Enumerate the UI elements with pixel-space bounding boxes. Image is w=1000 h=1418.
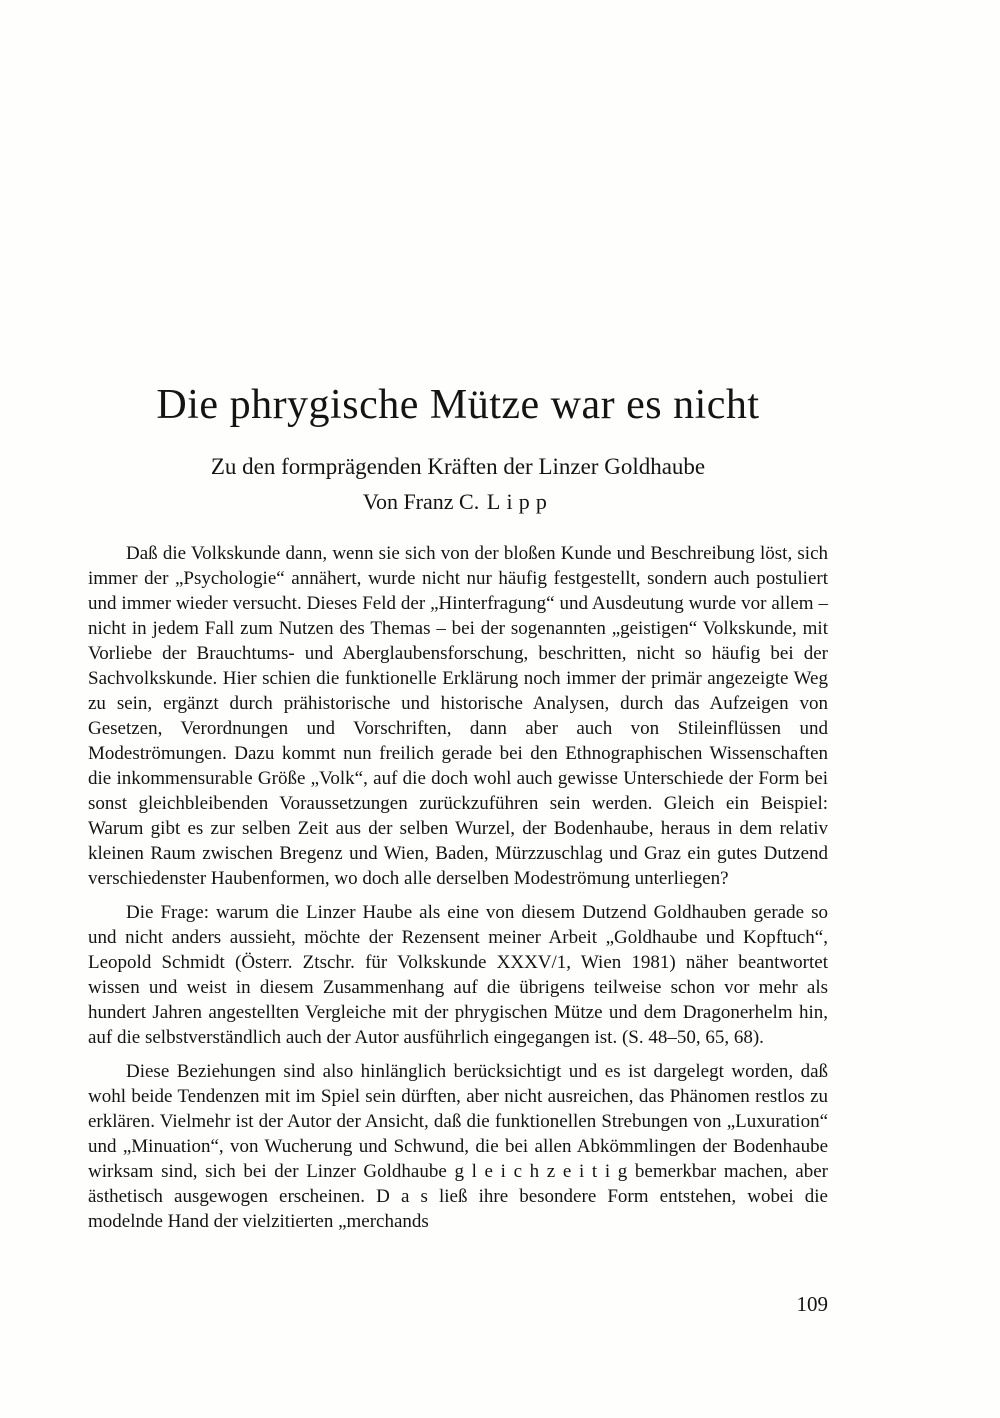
paragraph-2: Die Frage: warum die Linzer Haube als eine von diesem Dutzend Goldhauben gerade so und nicht anders aussieht, möchte der Rezensent meiner Arbeit „Goldhaube und Kopftuch“, Leopold Schmidt (Österr. Ztschr. für Volkskunde XXXV/1, Wien 1981) näher beantwortet wissen und weist in diesem Zusammenhang auf die übrigens teilweise schon vor mehr als hundert Jahren angestellten Vergleiche mit der phrygischen Mütze und dem Dragonerhelm hin, auf die selbstverständlich auch der Autor ausführlich eingegangen ist. (S. 48–50, 65, 68). (88, 902, 828, 1049)
paragraph-3: Diese Beziehungen sind also hinlänglich berücksichtigt und es ist dargelegt worden, daß wohl beide Tendenzen mit im Spiel sein dürften, aber nicht ausreichen, das Phänomen restlos zu erklären. Vielmehr ist der Autor der Ansicht, daß die funktionellen Strebungen von „Luxuration“ und „Minuation“, von Wucherung und Schwund, die bei allen Abkömmlingen der Bodenhaube wirksam sind, sich bei der Linzer Goldhaube g l e i c h z e i t i g bemerkbar machen, aber ästhetisch ausgewogen erscheinen. D a s ließ ihre besondere Form entstehen, wobei die modelnde Hand der vielzitierten „merchands (88, 1061, 828, 1233)
article-byline (88, 489, 828, 515)
paragraph-1: Daß die Volkskunde dann, wenn sie sich von der bloßen Kunde und Beschreibung löst, sich immer der „Psychologie“ annähert, wurde nicht nur häufig festgestellt, sondern auch postuliert und immer wieder versucht. Dieses Feld der „Hinterfragung“ und Ausdeutung wurde vor allem – nicht in jedem Fall zum Nutzen des Themas – bei der sogenannten „geistigen“ Volkskunde, mit Vorliebe der Brauchtums- und Aberglaubensforschung, beschritten, nicht so häufig bei der Sachvolkskunde. Hier schien die funktionelle Erklärung noch immer der primär angezeigte Weg zu sein, ergänzt durch prähistorische und historische Analysen, durch das Aufzeigen von Gesetzen, Verordnungen und Vorschriften, dann aber auch von Stileinflüssen und Modeströmungen. Dazu kommt nun freilich gerade bei den Ethnographischen Wissenschaften die inkommensurable Größe „Volk“, auf die doch wohl auch gewisse Unterschiede der Form bei sonst gleichbleibenden Voraussetzungen zurückzuführen sein werden. Gleich ein Beispiel: Warum gibt es zur selben Zeit aus der selben Wurzel, der Bodenhaube, heraus in dem relativ kleinen Raum zwischen Bregenz und Wien, Baden, Mürzzuschlag und Graz ein gutes Dutzend verschiedenster Haubenformen, wo doch alle derselben Modeströmung unterliegen? (88, 543, 828, 890)
article-title: Die phrygische Mütze war es nicht (156, 382, 760, 428)
byline-prefix: Von Franz C. (362, 489, 480, 515)
article-subtitle: Zu den formprägenden Kräften der Linzer Goldhaube (210, 454, 706, 480)
byline-author-name: Lipp (486, 489, 554, 515)
page-number: 109 (796, 1292, 828, 1316)
